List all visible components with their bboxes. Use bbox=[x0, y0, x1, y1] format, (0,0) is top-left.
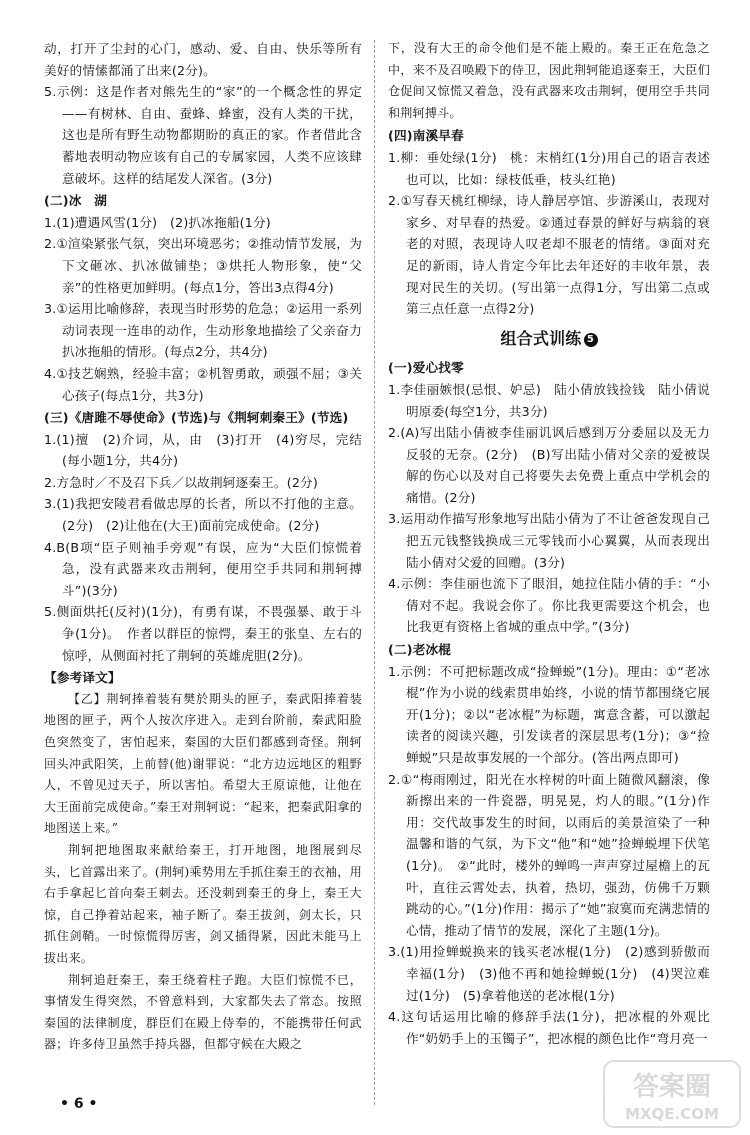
translation-paragraph-3: 荆轲追赶秦王，秦王绕着柱子跑。大臣们惊慌不已，事情发生得突然，不曾意料到，大家都失去了常态。按照秦国的法律制度，群臣们在殿上侍奉的，不能携带任何武器；许多侍卫虽然手持兵器，但都守候在大殿之 bbox=[44, 972, 362, 1052]
page-number: • 6 • bbox=[60, 1096, 98, 1112]
bing-hu-answer-3: 3.①运用比喻修辞，表现当时形势的危急；②运用一系列动词表现一连串的动作，生动形象地描绘了父亲奋力扒冰拖船的情形。(每点2分，共4分) bbox=[44, 301, 362, 360]
training-number-badge: 5 bbox=[584, 333, 598, 347]
section-heading-bing-hu: (二)冰 湖 bbox=[44, 193, 108, 209]
classical-answer-2: 2.方急时／不及召下兵／以故荆轲逐秦王。(2分) bbox=[44, 474, 318, 490]
watermark-text-domain: MXQE.COM bbox=[625, 1105, 719, 1123]
group-training-label: 组合式训练 bbox=[500, 328, 582, 348]
translation-heading: 【参考译文】 bbox=[44, 670, 121, 686]
classical-answer-5: 5.侧面烘托(反衬)(1分)，有勇有谋，不畏强暴、敢于斗争(1分)。 作者以群臣的惊愕，秦王的张皇、左右的惊呼，从侧面衬托了荆轲的英雄虎胆(2分)。 bbox=[44, 604, 362, 663]
watermark-logo bbox=[602, 1059, 742, 1129]
translation-paragraph-1: 【乙】荆轲捧着装有樊於期头的匣子，秦武阳捧着装地图的匣子，两个人按次序进入。走到台阶前，秦武阳脸色突然变了，害怕起来，秦国的大臣们都感到奇怪。荆轲回头冲武阳笑，上前替(他)谢罪说：“北方边远地区的粗野人，不曾见过天子，所以害怕。希望大王原谅他，让他在大王面前完成使命。”秦王对荆轲说：“起来，把秦武阳拿的地图送上来。” bbox=[44, 691, 362, 836]
nan-xi-answer-1: 1.柳：垂处绿(1分) 桃：末梢红(1分)用自己的语言表述也可以，比如：绿枝低垂，枝头红艳) bbox=[388, 149, 710, 187]
bing-hu-answer-1: 1.(1)遭遇风雪(1分) (2)扒冰拖船(1分) bbox=[44, 214, 271, 230]
lao-bing-gun-answer-3: 3.(1)用捡蝉蜕换来的钱买老冰棍(1分) (2)感到骄傲而幸福(1分) (3)他不再和她捡蝉蜕(1分) (4)哭泣难过(1分) (5)拿着他送的老冰棍(1分) bbox=[388, 944, 710, 1003]
right-column bbox=[388, 38, 710, 1049]
ai-xin-answer-4: 4.示例：李佳丽也流下了眼泪，她拉住陆小倩的手：“小倩对不起。我说会你了。你比我更需要这个机会，也比我更有资格上省城的重点中学。”(3分) bbox=[388, 576, 710, 635]
lao-bing-gun-answer-2: 2.①“梅雨刚过，阳光在水梓树的叶面上随微风翻滚，像新擦出来的一件瓷器，明晃晃，灼人的眼。”(1分)作用：交代故事发生的时间，以雨后的美景渲染了一种温馨和谐的气氛，为下文“他”和“她”捡蝉蜕埋下伏笔(1分)。 ②“此时，楼外的蝉鸣一声声穿过屋檐上的瓦叶，直往云霄处去，执着，热切，强劲，仿佛千万颗跳动的心。”(1分)作用：揭示了“她”寂寞而充满悲情的心情，推动了情节的发展，深化了主题(1分)。 bbox=[388, 771, 710, 938]
lao-bing-gun-answer-1: 1.示例：不可把标题改成“捡蝉蜕”(1分)。理由：①“老冰棍”作为小说的线索贯串始终，小说的情节都围绕它展开(1分)；②以“老冰棍”为标题，寓意含蓄，可以激起读者的阅读兴趣，引发读者的深层思考(1分)；③“捡蝉蜕”只是故事发展的一个部分。(答出两点即可) bbox=[388, 663, 710, 765]
ai-xin-answer-2: 2.(A)写出陆小倩被李佳丽讥讽后感到万分委屈以及无力反驳的无奈。(2分) (B)写出陆小倩对父亲的爱被误解的伤心以及对自己将要失去免费上重点中学机会的痛惜。(2分) bbox=[388, 425, 710, 505]
translation-continuation: 下，没有大王的命令他们是不能上殿的。秦王正在危急之中，来不及召唤殿下的侍卫，因此荆轲能追逐秦王，大臣们仓促间又惊慌又着急，没有武器来攻击荆轲，便用空手共同和荆轲搏斗。 bbox=[388, 41, 710, 120]
bing-hu-answer-2: 2.①渲染紧张气氛，突出环境恶劣；②推动情节发展，为下文砸冰、扒冰做铺垫；③烘托人物形象，使“父亲”的性格更加鲜明。(每点1分，答出3点得4分) bbox=[44, 236, 362, 295]
lao-bing-gun-answer-4: 4.这句话运用比喻的修辞手法(1分)，把冰棍的外观比作“奶奶手上的玉镯子”，把冰棍的颜色比作“弯月亮一 bbox=[388, 1009, 710, 1046]
group-training-title bbox=[388, 328, 710, 350]
column-divider bbox=[374, 40, 375, 1105]
section-heading-lao-bing-gun: (二)老冰棍 bbox=[388, 642, 452, 658]
section-heading-classical: (三)《唐雎不辱使命》(节选)与《荆轲刺秦王》(节选) bbox=[44, 410, 349, 426]
left-answer-5: 5.示例：这是作者对熊先生的“家”的一个概念性的界定——有树林、自由、蚕蜂、蜂蜜，没有人类的干扰，这也是所有野生动物都期盼的真正的家。作者借此含蓄地表明动物应该有自己的专属家园，人类不应该肆意破坏。这样的结尾发人深省。(3分) bbox=[44, 84, 362, 186]
section-heading-ai-xin: (一)爱心找零 bbox=[388, 360, 464, 376]
ai-xin-answer-3: 3.运用动作描写形象地写出陆小倩为了不让爸爸发现自己把五元钱整钱换成三元零钱而小心翼翼，从而表现出陆小倩对父爱的回赠。(3分) bbox=[388, 511, 710, 570]
nan-xi-answer-2: 2.①写春天桃红柳绿，诗人静居亭馆、步游溪山，表现对家乡、对早春的热爱。②通过春景的鲜好与病翁的衰老的对照，表现诗人叹老却不服老的情绪。③面对充足的新雨，诗人肯定今年比去年还好的丰收年景，表现对民生的关切。(写出第一点得1分，写出第二点或第三点任意一点得2分) bbox=[388, 193, 710, 317]
classical-answer-4: 4.B(B项“臣子则袖手旁观”有误，应为“大臣们惊慌着急，没有武器来攻击荆轲，便用空手共同和荆轲搏斗”)(3分) bbox=[44, 539, 362, 598]
left-column bbox=[44, 38, 362, 1056]
classical-answer-3: 3.(1)我把安陵君看做忠厚的长者，所以不打他的主意。(2分) (2)让他在(大王)面前完成使命。(2分) bbox=[44, 496, 362, 534]
bing-hu-answer-4: 4.①技艺娴熟，经验丰富；②机智勇敢，顽强不屈；③关心孩子(每点1分，共3分) bbox=[44, 365, 362, 403]
left-answer-continuation: 动，打开了尘封的心门，感动、爱、自由、快乐等所有美好的情愫都涌了出来(2分)。 bbox=[44, 41, 362, 78]
watermark-text-cn: 答案圈 bbox=[632, 1072, 712, 1102]
section-heading-nan-xi: (四)南溪早春 bbox=[388, 128, 464, 144]
translation-paragraph-2: 荆轲把地图取来献给秦王，打开地图，地图展到尽头，匕首露出来了。(荆轲)乘势用左手抓住秦王的衣袖，用右手拿起匕首向秦王刺去。还没刺到秦王的身上，秦王大惊，自己挣着站起来，袖子断了。秦王拔剑，剑太长，只抓住剑鞘。一时惊慌得厉害，剑又插得紧，因此未能马上拔出来。 bbox=[44, 842, 362, 965]
ai-xin-answer-1: 1.李佳丽嫉恨(忌恨、妒忌) 陆小倩放钱捡钱 陆小倩说明原委(每空1分，共3分) bbox=[388, 381, 710, 419]
classical-answer-1: 1.(1)擅 (2)介词，从，由 (3)打开 (4)穷尽，完结(每小题1分，共4分) bbox=[44, 431, 362, 469]
